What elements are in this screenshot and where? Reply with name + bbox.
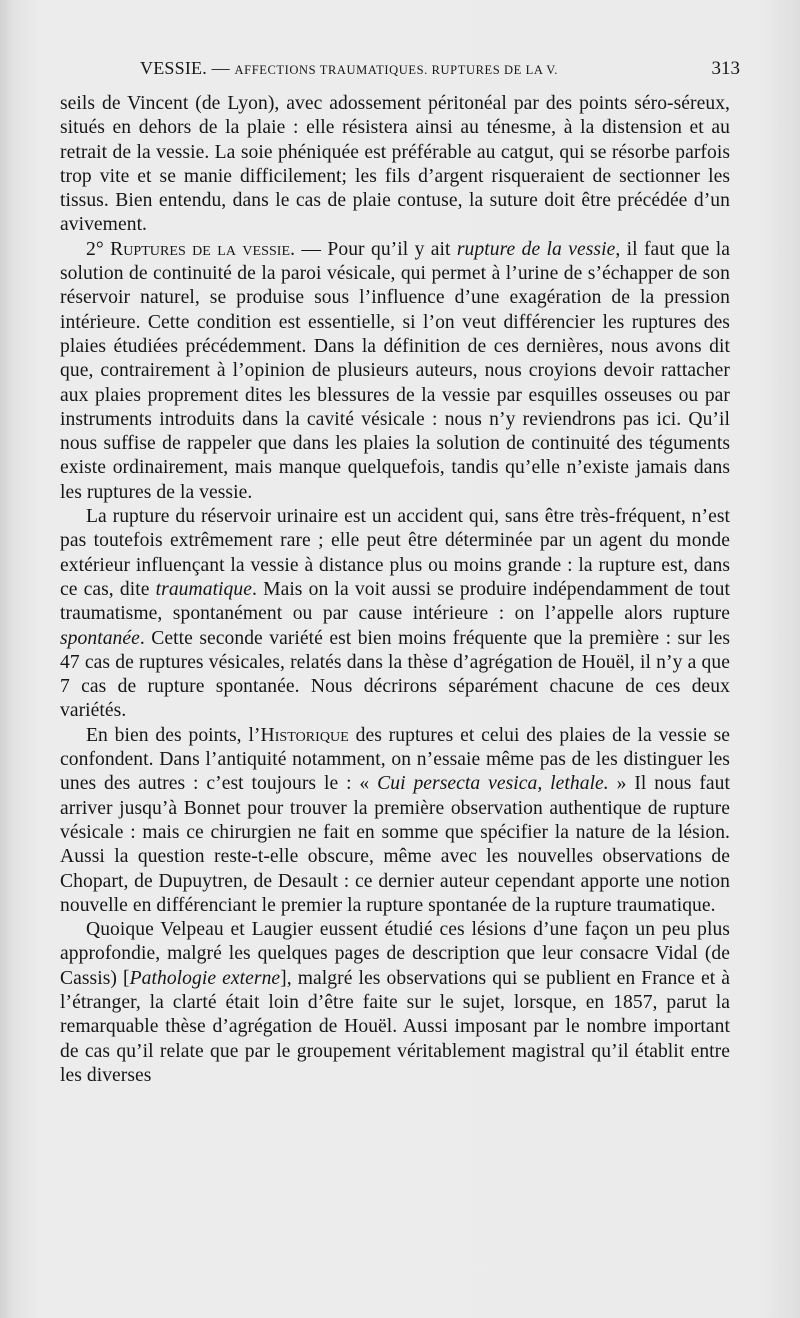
paragraph-rupture-varieties: La rupture du réservoir urinaire est un accident qui, sans être très-fréquent, n’est pas toutefois extrêmement rare ; elle peut être déterminée par un agent du monde extérieur influençant la vessie à distance plus ou moins grande : la rupture est, dans ce cas, dite traumatique. Mais on la voit aussi se produire indépendamment de tout traumatisme, spontanément ou par cause intérieure : on l’appelle alors rupture spontanée. Cette seconde variété est bien moins fréquente que la première : sur les 47 cas de ruptures vésicales, relatés dans la thèse d’agrégation de Houël, il n’y a que 7 cas de rupture spontanée. Nous décrirons séparément chacune de ces deux variétés. bbox=[60, 506, 731, 722]
running-head-title: VESSIE. — AFFECTIONS TRAUMATIQUES. RUPTURES DE LA V. bbox=[140, 58, 559, 78]
page-number: 313 bbox=[711, 58, 740, 79]
paragraph-ruptures-definition: 2° Ruptures de la vessie. — Pour qu’il y ait rupture de la vessie, il faut que la solution de continuité de la paroi vésicale, qui permet à l’urine de s’échapper de son réservoir naturel, se produise sous l’influence d’une exagération de la pression intérieure. Cette condition est essentielle, si l’on veut différencier les ruptures des plaies étudiées précédemment. Dans la définition de ces dernières, nous avons dit que, contrairement à l’opinion de plusieurs auteurs, nous croyions devoir rattacher aux plaies proprement dites les blessures de la vessie par esquilles osseuses ou par instruments introduits dans la cavité vésicale : nous n’y reviendrons pas ici. Qu’il nous suffise de rappeler que dans les plaies la solution de continuité des téguments existe ordinairement, mais manque quelquefois, tandis qu’elle n’existe jamais dans les ruptures de la vessie. bbox=[60, 238, 730, 503]
section-heading: 2° Ruptures de la vessie. bbox=[86, 238, 296, 260]
running-header bbox=[140, 58, 740, 86]
paragraph-historique: En bien des points, l’Historique des ruptures et celui des plaies de la vessie se confondent. Dans l’antiquité notamment, on n’essaie même pas de les distinguer les unes des autres : c’est toujours le : « Cui persecta vesica, lethale. » Il nous faut arriver jusqu’à Bonnet pour trouver la première observation authentique de rupture vésicale : mais ce chirurgien ne fait en somme que spécifier la nature de la lésion. Aussi la question reste-t-elle obscure, même avec les nouvelles observations de Chopart, de Dupuytren, de Desault : ce dernier auteur cependant apporte une notion nouvelle en différenciant le premier la rupture spontanée de la rupture traumatique. bbox=[60, 724, 730, 916]
paragraph-continuation: seils de Vincent (de Lyon), avec adossement péritonéal par des points séro-séreux, situés en dehors de la plaie : elle résistera ainsi au ténesme, à la distension et au retrait de la vessie. La soie phéniquée est préférable au catgut, qui se résorbe parfois trop vite et se manie difficilement; les fils d’argent risqueraient de sectionner les tissus. Bien entendu, dans le cas de plaie contuse, la suture doit être précédée d’un avivement. bbox=[60, 93, 730, 236]
body-text bbox=[60, 92, 730, 1088]
paragraph-velpeau-houel: Quoique Velpeau et Laugier eussent étudié ces lésions d’une façon un peu plus approfondie, malgré les quelques pages de description que leur consacre Vidal (de Cassis) [Pathologie externe], malgré les observations qui se publient en France et à l’étranger, la clarté était loin d’être faite sur le sujet, lorsque, en 1857, parut la remarquable thèse d’agrégation de Houël. Aussi imposant par le nombre important de cas qu’il relate que par le groupement véritablement magistral qu’il établit entre les diverses bbox=[60, 919, 731, 1086]
